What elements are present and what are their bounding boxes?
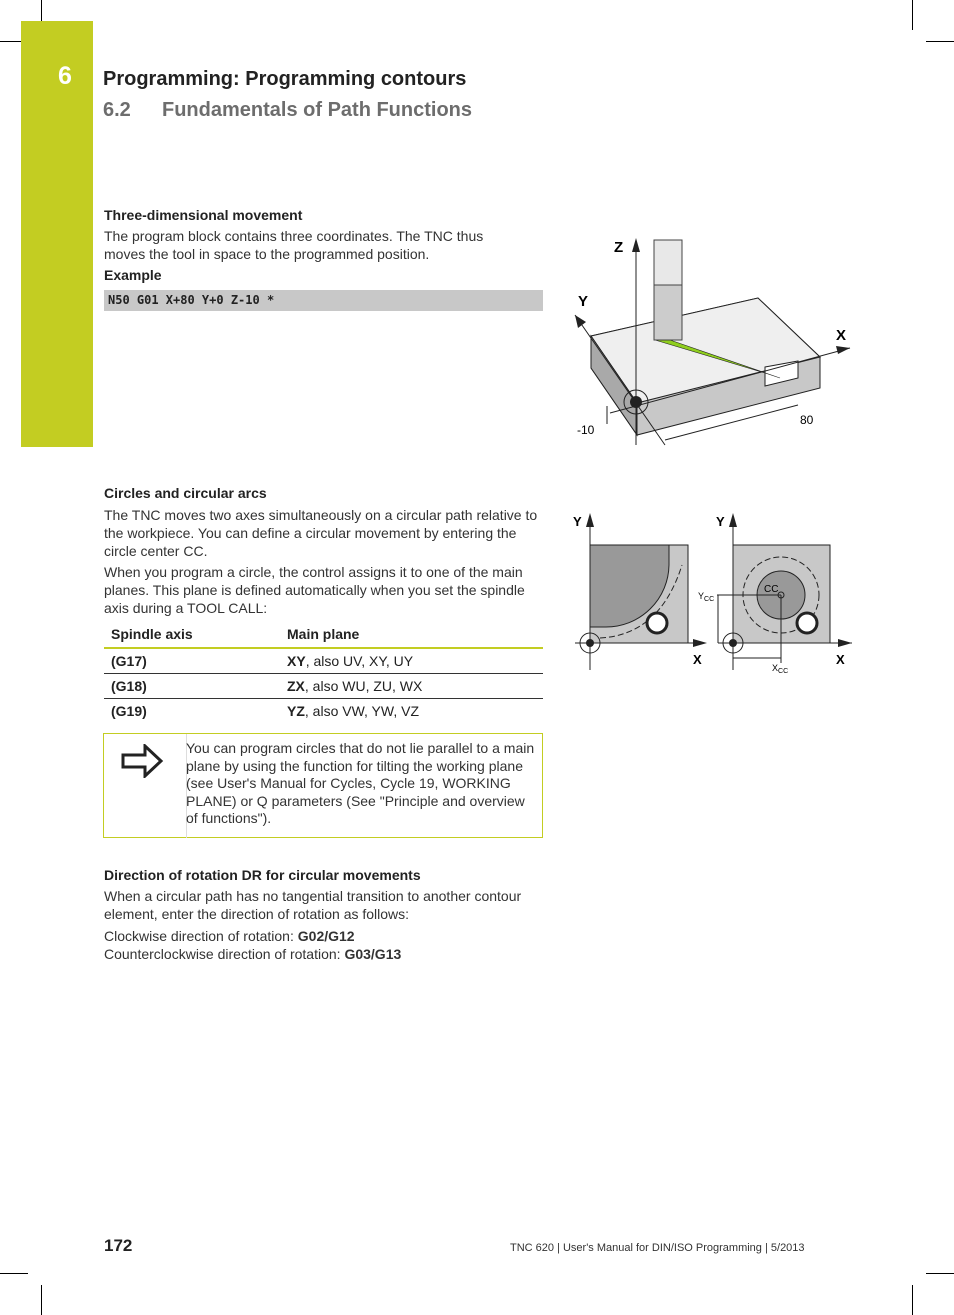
code-example: N50 G01 X+80 Y+0 Z-10 *: [104, 290, 543, 311]
paragraph: When a circular path has no tangential transition to another contour element, enter the direction of rotation as follows:: [104, 888, 522, 922]
crop-mark: [41, 0, 42, 21]
example-label: Example: [104, 267, 162, 283]
ccw-line: Counterclockwise direction of rotation: G03/G13: [104, 946, 402, 962]
page-number: 172: [104, 1236, 133, 1255]
chapter-title: Programming: Programming contours: [103, 68, 467, 90]
table-row: (G17) XY, also UV, XY, UY: [104, 648, 543, 674]
axis-x-label: X: [693, 652, 702, 667]
dim-z-label: -10: [577, 423, 595, 437]
table-row: (G19) YZ, also VW, YW, VZ: [111, 703, 419, 719]
axis-x-label: X: [836, 652, 845, 667]
xcc-label: $X_{CC}$: [772, 663, 789, 675]
paragraph: The TNC moves two axes simultaneously on a circular path relative to the workpiece. You can define a circular movement by entering the circle center CC.: [104, 507, 538, 559]
paragraph: The program block contains three coordinates. The TNC thus moves the tool in space to the programmed position.: [104, 228, 484, 262]
crop-mark: [912, 0, 913, 30]
circle-arcs-figure: [570, 505, 860, 680]
heading-circles: Circles and circular arcs: [104, 485, 267, 501]
chapter-tab: [21, 21, 93, 447]
axis-z-label: Z: [614, 239, 624, 256]
note-text: You can program circles that do not lie parallel to a main plane by using the function for tilting the working plane (see User's Manual for Cycles, Cycle 19, WORKING PLANE) or Q parameters (See "Principle and overview of functions").: [186, 740, 535, 826]
cw-line: Clockwise direction of rotation: G02/G12: [104, 928, 355, 944]
spindle-plane-table: [104, 621, 543, 723]
table-row: (G18) ZX, also WU, ZU, WX: [104, 674, 543, 699]
column-header: Spindle axis: [104, 621, 280, 648]
cc-label: CC: [764, 584, 779, 595]
3d-movement-figure: [570, 230, 860, 450]
axis-y-label: Y: [578, 293, 589, 310]
section-number: 6.2: [103, 99, 131, 121]
axis-y-label: Y: [716, 514, 725, 529]
column-header: Main plane: [280, 621, 543, 648]
chapter-number: 6: [58, 62, 72, 90]
footer-text: TNC 620 | User's Manual for DIN/ISO Programming | 5/2013: [510, 1242, 805, 1254]
crop-mark: [41, 1285, 42, 1315]
heading-3d-movement: Three-dimensional movement: [104, 207, 303, 223]
crop-mark: [0, 1273, 28, 1274]
crop-mark: [926, 1273, 954, 1274]
dim-x-label: 80: [800, 413, 814, 427]
heading-rotation: Direction of rotation DR for circular movements: [104, 867, 421, 883]
section-title: Fundamentals of Path Functions: [162, 99, 473, 121]
axis-y-label: Y: [573, 514, 582, 529]
crop-mark: [0, 41, 21, 42]
arrow-right-icon: [121, 744, 165, 778]
paragraph: When you program a circle, the control assigns it to one of the main planes. This plane is defined automatically when you set the spindle axis during a TOOL CALL:: [104, 564, 525, 616]
crop-mark: [926, 41, 954, 42]
crop-mark: [912, 1285, 913, 1315]
ycc-label: $Y_{CC}$: [698, 591, 715, 603]
axis-x-label: X: [836, 327, 847, 344]
